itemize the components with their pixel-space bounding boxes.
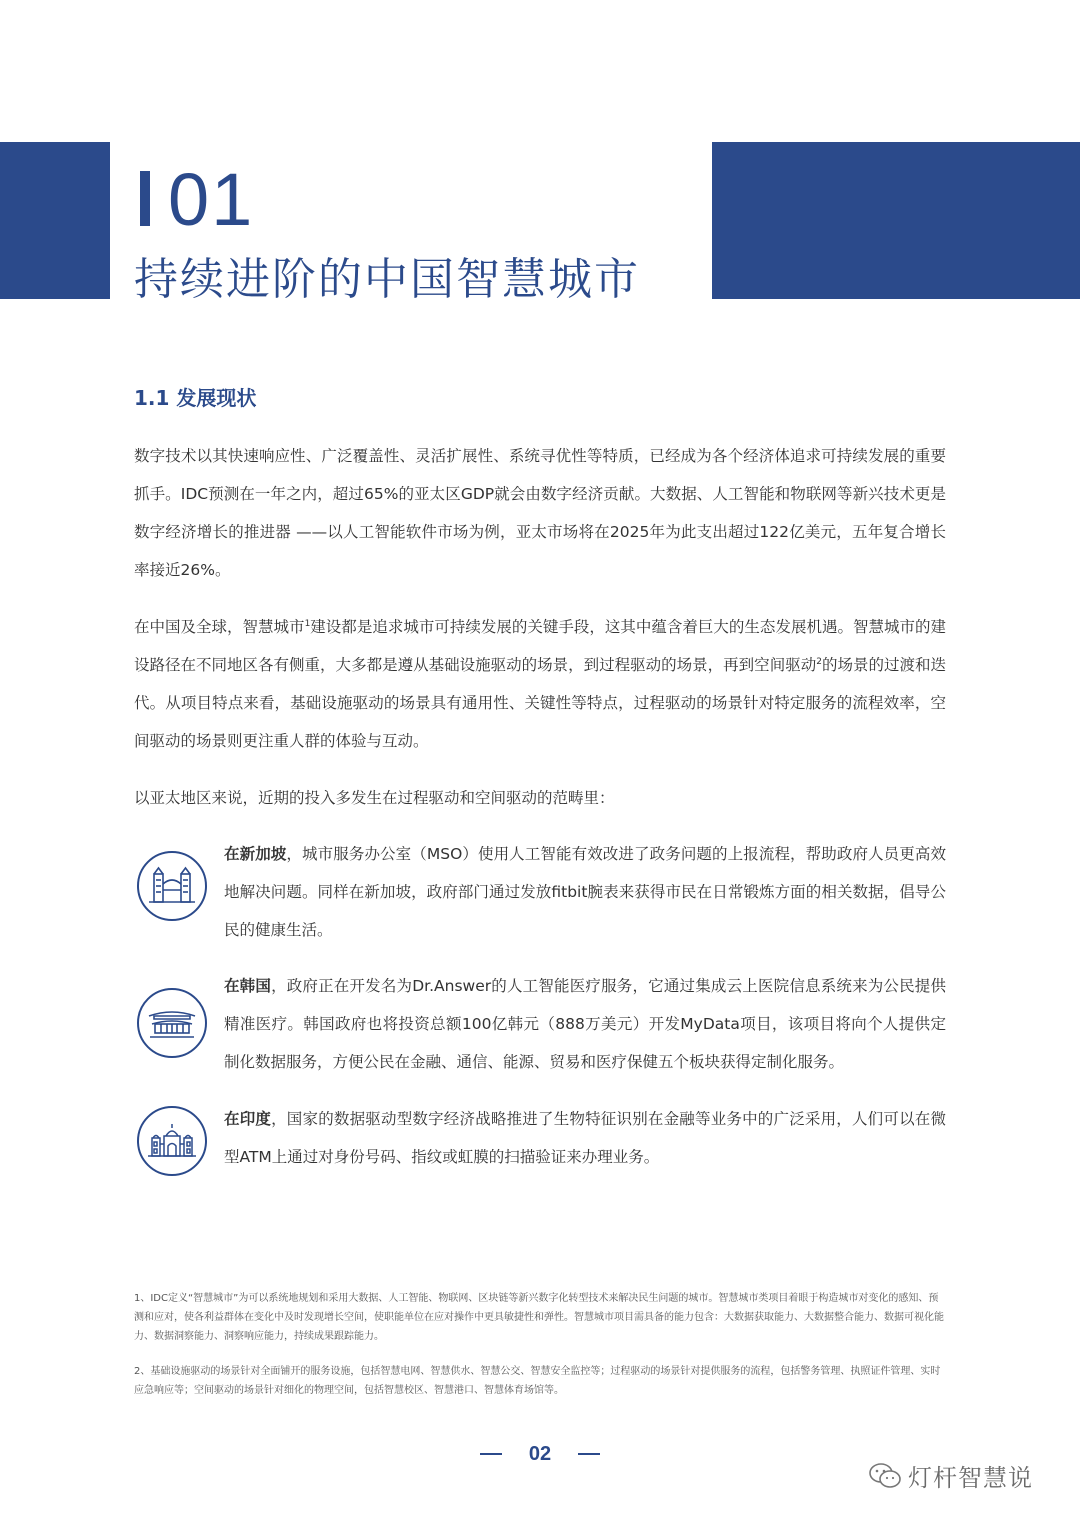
- example-korea: 在韩国，政府正在开发名为Dr.Answer的人工智能医疗服务，它通过集成云上医院信息系统来为公民提供精准医疗。韩国政府也将投资总额100亿韩元（888万美元）开发MyData项目，该项目将向个人提供定制化数据服务，方便公民在金融、通信、能源、贸易和医疗保健五个板块获得定制化服务。: [224, 977, 946, 1071]
- section-title: 1.1 发展现状: [134, 386, 257, 410]
- watermark-text: 灯杆智慧说: [908, 1464, 1033, 1492]
- footnote-2: 2、基础设施驱动的场景针对全面铺开的服务设施，包括智慧电网、智慧供水、智慧公交、智慧安全监控等；过程驱动的场景针对提供服务的流程，包括警务管理、执照证件管理、实时应急响应等；空间驱动的场景针对细化的物理空间，包括智慧校区、智慧港口、智慧体育场馆等。: [134, 1366, 941, 1396]
- paragraph-2: 在中国及全球，智慧城市$^1$建设都是追求城市可持续发展的关键手段，这其中蕴含着巨大的生态发展机遇。智慧城市的建设路径在不同地区各有侧重，大多都是遵从基础设施驱动的场景，到过程驱动的场景，再到空间驱动$^2$的场景的过渡和迭代。从项目特点来看，基础设施驱动的场景具有通用性、关键性等特点，过程驱动的场景针对特定服务的流程效率，空间驱动的场景则更注重人群的体验与互动。: [134, 618, 946, 750]
- chapter-marker-bar: [140, 171, 150, 226]
- footnote-ref-1[interactable]: 1: [304, 618, 311, 629]
- paragraph-1: 数字技术以其快速响应性、广泛覆盖性、灵活扩展性、系统寻优性等特质，已经成为各个经济体追求可持续发展的重要抓手。IDC预测在一年之内，超过65%的亚太区GDP就会由数字经济贡献。大数据、人工智能和物联网等新兴技术更是数字经济增长的推进器 ——以人工智能软件市场为例，亚太市场将在2025年为此支出超过122亿美元，五年复合增长率接近26%。: [134, 447, 946, 579]
- page-dash-left: [480, 1453, 502, 1455]
- header-band-left: [0, 142, 110, 299]
- page-dash-right: [578, 1453, 600, 1455]
- wechat-icon: [868, 1462, 902, 1490]
- singapore-landmark-icon: [137, 851, 207, 921]
- chapter-title: 持续进阶的中国智慧城市: [134, 254, 640, 305]
- footnote-ref-2[interactable]: 2: [816, 656, 822, 667]
- paragraph-3: 以亚太地区来说，近期的投入多发生在过程驱动和空间驱动的范畴里：: [134, 789, 615, 807]
- footnote-1: 1、IDC定义“智慧城市”为可以系统地规划和采用大数据、人工智能、物联网、区块链等新兴数字化转型技术来解决民生问题的城市。智慧城市类项目着眼于构造城市对变化的感知、预测和应对，使各利益群体在变化中及时发现增长空间，使职能单位在应对操作中更具敏捷性和弹性。智慧城市项目需具备的能力包含：大数据获取能力、大数据整合能力、数据可视化能力、数据洞察能力、洞察响应能力，持续成果跟踪能力。: [134, 1293, 944, 1342]
- page-number-text: 02: [528, 1442, 552, 1465]
- chapter-number: 01: [168, 158, 255, 241]
- korea-palace-icon: [137, 988, 207, 1058]
- page-number: [480, 1438, 600, 1470]
- header-band-right: [712, 142, 1080, 299]
- watermark: [868, 1458, 1033, 1493]
- example-india: 在印度，国家的数据驱动型数字经济战略推进了生物特征识别在金融等业务中的广泛采用，人们可以在微型ATM上通过对身份号码、指纹或虹膜的扫描验证来办理业务。: [224, 1110, 946, 1166]
- example-singapore: 在新加坡，城市服务办公室（MSO）使用人工智能有效改进了政务问题的上报流程，帮助政府人员更高效地解决问题。同样在新加坡，政府部门通过发放fitbit腕表来获得市民在日常锻炼方面的相关数据，倡导公民的健康生活。: [224, 845, 946, 939]
- india-palace-icon: [137, 1106, 207, 1176]
